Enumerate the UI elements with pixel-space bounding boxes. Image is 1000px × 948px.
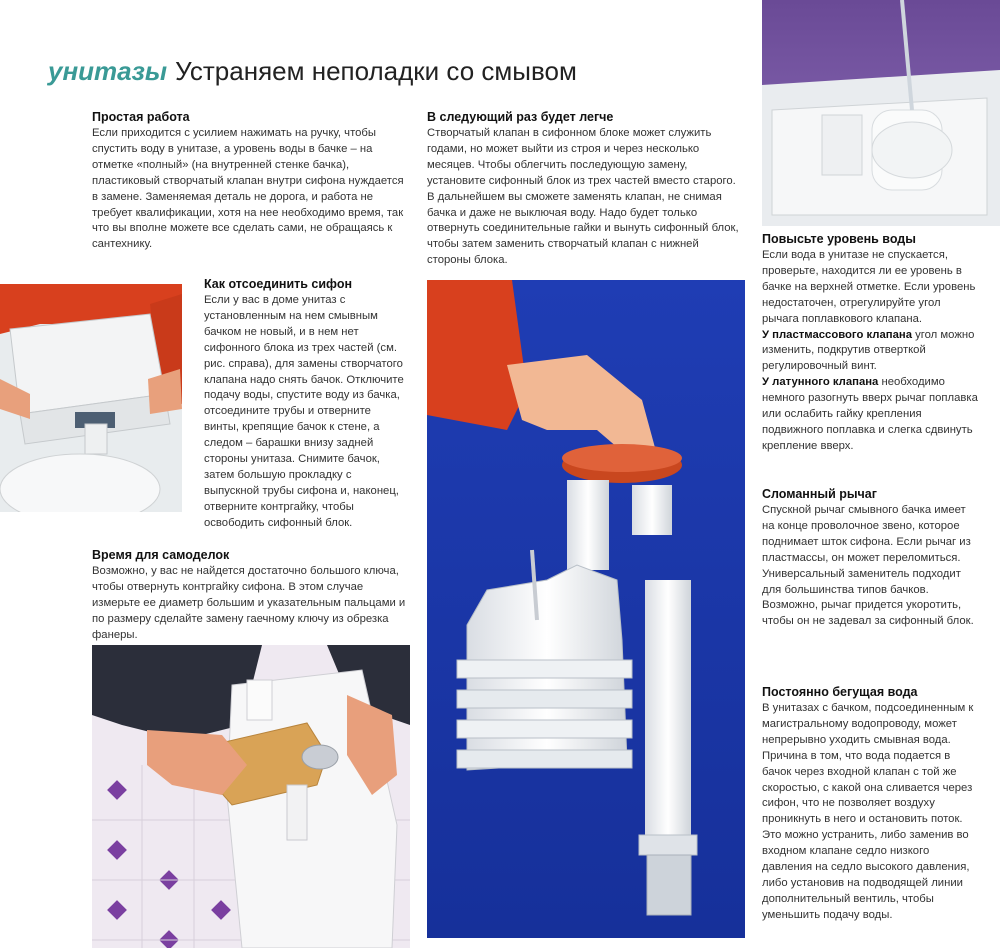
section-body: Спускной рычаг смывного бачка имеет на конце проволочное звено, которое поднимает шток сифона. Если рычаг из пластмассы, он может переломиться. Универсальный заменитель подходит для большинства типов бачков. Возможно, рычаг придется укоротить, чтобы он не задевал за сифонный блок. [762,504,974,628]
section-easier-next-time [427,110,743,269]
section-heading: Время для самоделок [92,548,230,562]
section-body: Если у вас в доме унитаз с установленным на нем смывным бачком не новый, и в нем нет сифонного блока из трех частей (см. рис. справа), для замены створчатого клапана надо снять бачок. Отключите подачу воды, спустите воду из бачка, отсоедините трубы и отверните винты, крепящие бачок к стене, а следом – барашки внизу задней стороны унитаза. Снимите бачок, затем большую прокладку с выпускной трубы сифона и, наконец, отверните контргайку, чтобы освободить сифонный блок. [204,294,404,529]
category-label: унитазы [48,56,168,86]
section-heading: Повысьте уровень воды [762,232,916,246]
section-body [762,248,980,455]
section-heading: Постоянно бегущая вода [762,685,918,699]
section-heading: Простая работа [92,110,190,124]
section-body: Если приходится с усилием нажимать на ручку, чтобы спустить воду в унитазе, а уровень воды в бачке – на отметке «полный» (на внутренней стенке бачка), пластиковый створчатый клапан внутри сифона нуждается в замене. Заменяемая деталь не дорога, и работа не требует квалификации, хотя на нее необходимо время, так что вы вполне можете все сделать сами, не обращаясь к сантехнику. [92,127,404,251]
siphon-unit-photo [427,280,745,938]
tank-interior-photo [762,0,1000,226]
level-intro: Если вода в унитазе не спускается, проверьте, находится ли ее уровень в бачке на верхней отметке. Если уровень недостаточен, отрегулируйте угол рычага поплавкового клапана. [762,249,976,325]
section-broken-lever [762,487,980,630]
section-heading: Как отсоединить сифон [204,277,353,291]
section-homemade-tools [92,548,410,644]
section-body: Возможно, у вас не найдется достаточно большого ключа, чтобы отвернуть контргайку сифона. В этом случае измерьте ее диаметр большим и указательным пальцами и по размеру сделайте замену гаечному ключу из обрезка фанеры. [92,565,406,641]
plywood-wrench-photo [92,645,410,948]
section-body: Створчатый клапан в сифонном блоке может служить годами, но может выйти из строя и через несколько месяцев. Чтобы облегчить последующую замену, установите сифонный блок из трех частей вместо старого. В дальнейшем вы сможете заменять клапан, не снимая бачка и даже не выключая воду. Надо будет только отвернуть соединительные гайки и вынуть сифонный блок, чтобы затем заменить створчатый клапан с нижней стороны блока. [427,127,739,267]
section-disconnect-siphon [204,277,404,532]
section-raise-water-level [762,232,980,455]
page-title [48,56,577,87]
plastic-valve-text: угол можно изменить, подкрутив отверткой регулировочный винт. [762,328,975,373]
section-heading: В следующий раз будет легче [427,110,614,124]
section-simple-work [92,110,410,253]
section-body: В унитазах с бачком, подсоединенным к магистральному водопроводу, может непрерывно уходить смывная вода. Причина в том, что вода подается в бачок через входной клапан с той же скоростью, с какой она сливается через сифон, что не позволяет воздуху проникнуть в него и остановить поток. Это можно устранить, либо заменив во входном клапане седло низкого давления на седло высокого давления, либо установив на подводящей линии дополнительный вентиль, чтобы уменьшить подачу воды. [762,702,974,921]
removing-tank-photo [0,284,182,512]
brass-valve-lead: У латунного клапана [762,376,879,389]
plastic-valve-lead: У пластмассового клапана [762,328,912,341]
section-heading: Сломанный рычаг [762,487,877,501]
section-running-water [762,685,980,924]
brass-valve-text: необходимо немного разогнуть вверх рычаг поплавка или ослабить гайку крепления подвижного поплавка и слегка сдвинуть крепление вверх. [762,376,978,452]
title-text: Устраняем неполадки со смывом [175,56,577,86]
